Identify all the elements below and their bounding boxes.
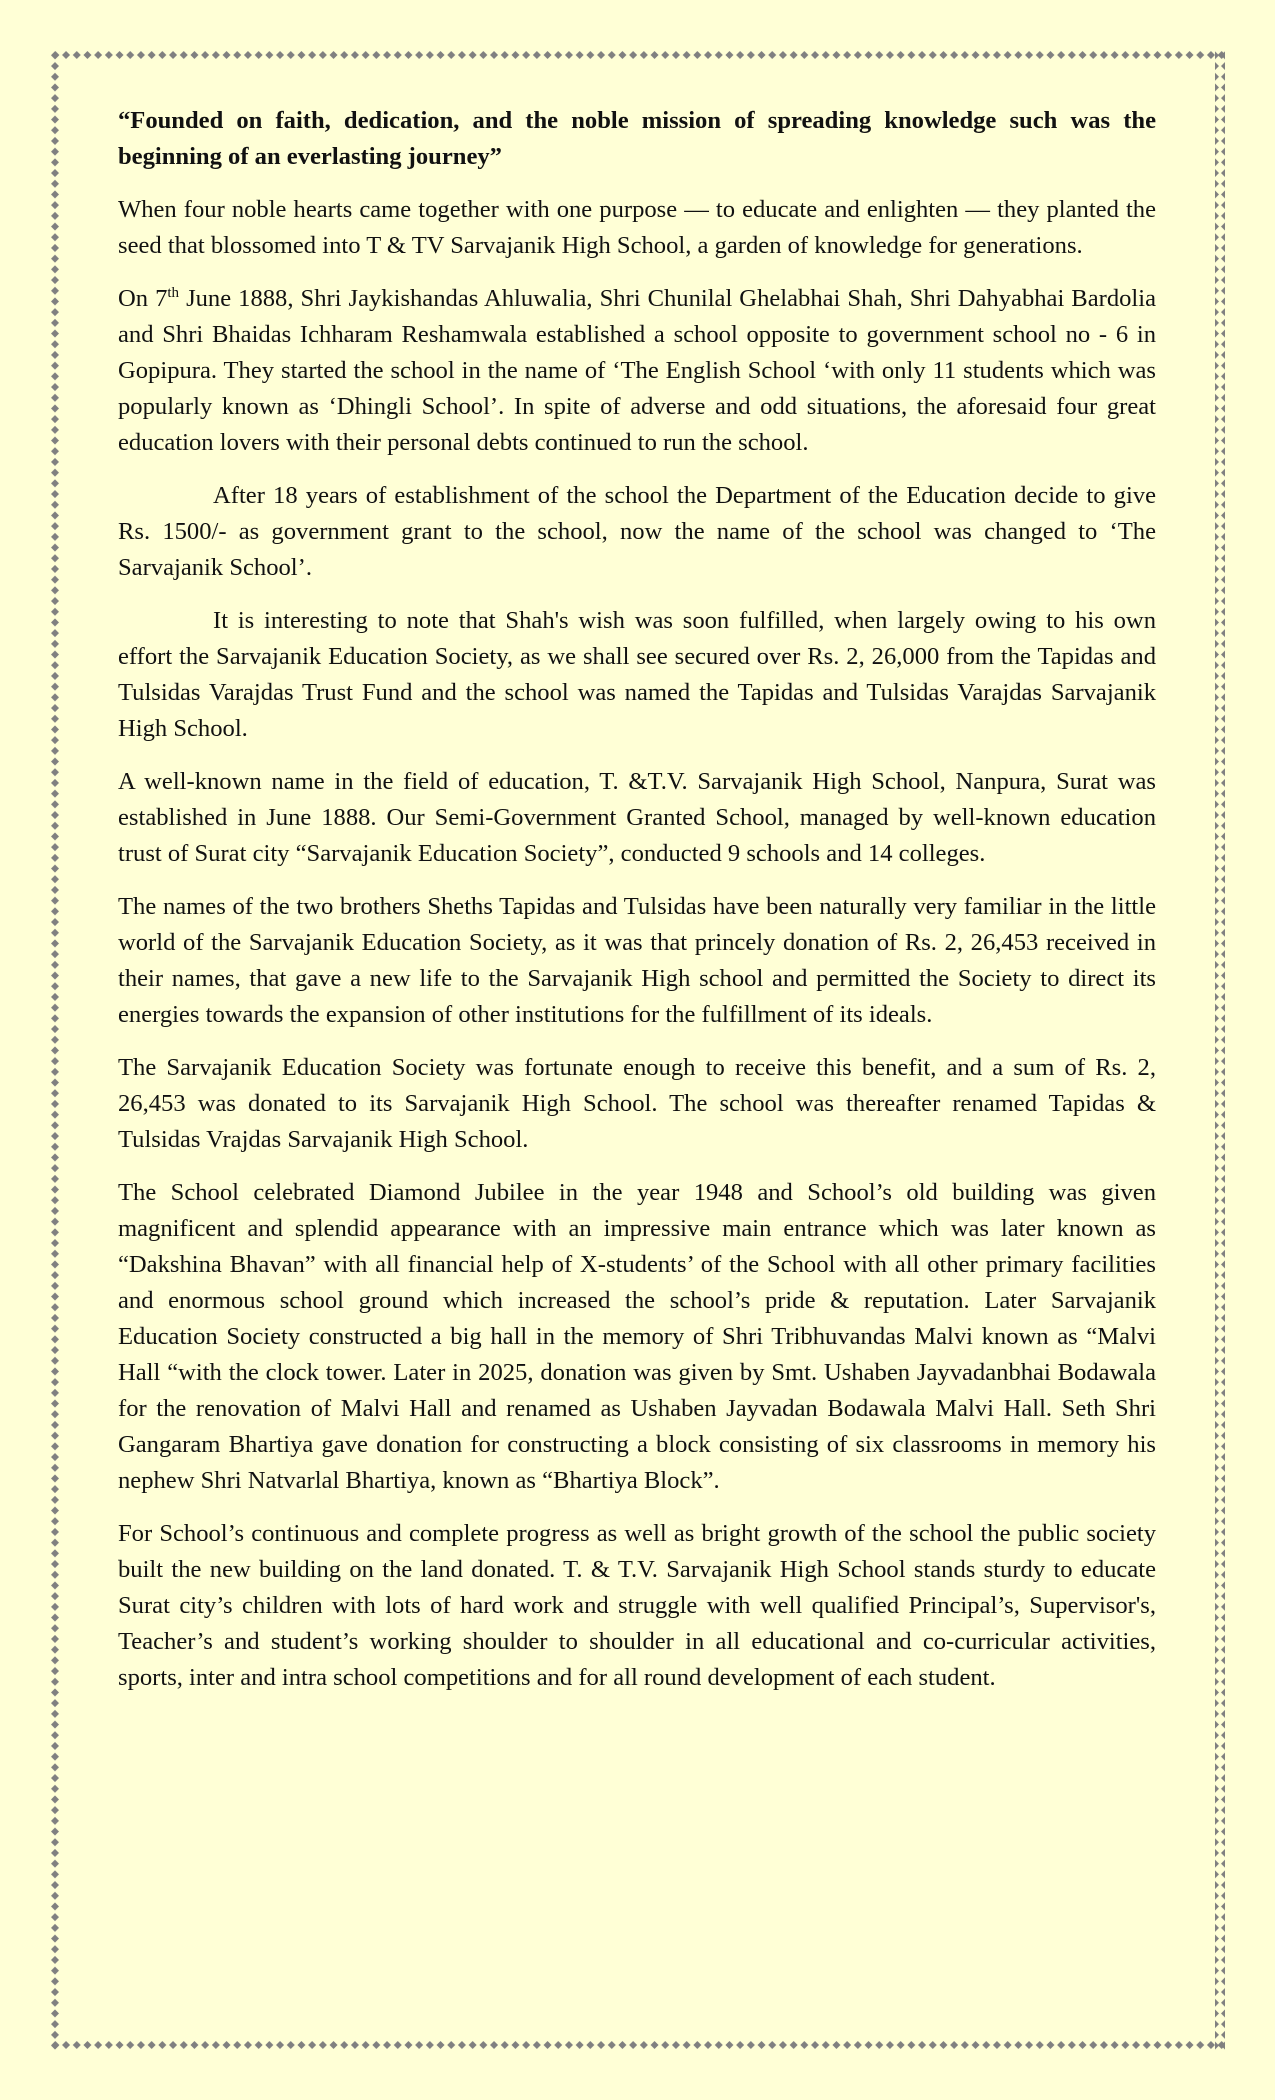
paragraph-diamond-jubilee: The School celebrated Diamond Jubilee in the year 1948 and School’s old building was given magnificent and splendid appearance with an impressive main entrance which was later known as “Dakshina Bhavan” with all financial help of X-students’ of the School with all other primary facilities and enormous school ground which increased the school’s pride & reputation. Later Sarvajanik Education Society constructed a big hall in the memory of Shri Tribhuvandas Malvi known as “Malvi Hall “with the clock tower. Later in 2025, donation was given by Smt. Ushaben Jayvadanbhai Bodawala for the renovation of Malvi Hall and renamed as Ushaben Jayvadan Bodawala Malvi Hall. Seth Shri Gangaram Bhartiya gave donation for constructing a block consisting of six classrooms in memory his nephew Shri Natvarlal Bhartiya, known as “Bhartiya Block”. — [118, 1179, 1156, 1494]
paragraph-progress: For School’s continuous and complete progress as well as bright growth of the school the public society built the new building on the land donated. T. & T.V. Sarvajanik High School stands sturdy to educate Surat city’s children with lots of hard work and struggle with well qualified Principal’s, Supervisor's, Teacher’s and student’s working shoulder to shoulder in all educational and co-curricular activities, sports, inter and intra school competitions and for all round development of each student. — [118, 1520, 1156, 1691]
paragraph-donation: The Sarvajanik Education Society was fortunate enough to receive this benefit, and a sum of Rs. 2, 26,453 was donated to its Sarvajanik High School. The school was thereafter renamed Tapidas & Tulsidas Vrajdas Sarvajanik High School. — [118, 1054, 1156, 1153]
paragraph-intro: When four noble hearts came together with one purpose — to educate and enlighten — they planted the seed that blossomed into T & TV Sarvajanik High School, a garden of knowledge for generations. — [118, 196, 1156, 259]
ordinal-superscript: th — [167, 285, 180, 301]
founding-text-start: On 7 — [118, 285, 168, 312]
paragraph-well-known-name: A well-known name in the field of education, T. &T.V. Sarvajanik High School, Nanpura, Surat was established in June 1888. Our Semi-Government Granted School, managed by well-known education trust of Surat city “Sarvajanik Education Society”, conducted 9 schools and 14 colleges. — [118, 768, 1156, 867]
paragraph-founding — [118, 281, 1156, 461]
heading-quote: “Founded on faith, dedication, and the noble mission of spreading knowledge such was the beginning of an everlasting journey” — [118, 107, 1156, 170]
paragraph-government-grant: After 18 years of establishment of the school the Department of the Education decide to give Rs. 1500/- as government grant to the school, now the name of the school was changed to ‘The Sarvajanik School’. — [118, 482, 1156, 581]
founding-text-rest: June 1888, Shri Jaykishandas Ahluwalia, Shri Chunilal Ghelabhai Shah, Shri Dahyabhai Bardolia and Shri Bhaidas Ichharam Reshamwala established a school opposite to government school no - 6 in Gopipura. They started the school in the name of ‘The English School ‘with only 11 students which was popularly known as ‘Dhingli School’. In spite of adverse and odd situations, the aforesaid four great education lovers with their personal debts continued to run the school. — [118, 285, 1156, 456]
document-body — [118, 103, 1156, 1713]
paragraph-trust-fund: It is interesting to note that Shah's wish was soon fulfilled, when largely owing to his own effort the Sarvajanik Education Society, as we shall see secured over Rs. 2, 26,000 from the Tapidas and Tulsidas Varajdas Trust Fund and the school was named the Tapidas and Tulsidas Varajdas Sarvajanik High School. — [118, 607, 1156, 742]
paragraph-two-brothers: The names of the two brothers Sheths Tapidas and Tulsidas have been naturally very familiar in the little world of the Sarvajanik Education Society, as it was that princely donation of Rs. 2, 26,453 received in their names, that gave a new life to the Sarvajanik High school and permitted the Society to direct its energies towards the expansion of other institutions for the fulfillment of its ideals. — [118, 893, 1156, 1028]
